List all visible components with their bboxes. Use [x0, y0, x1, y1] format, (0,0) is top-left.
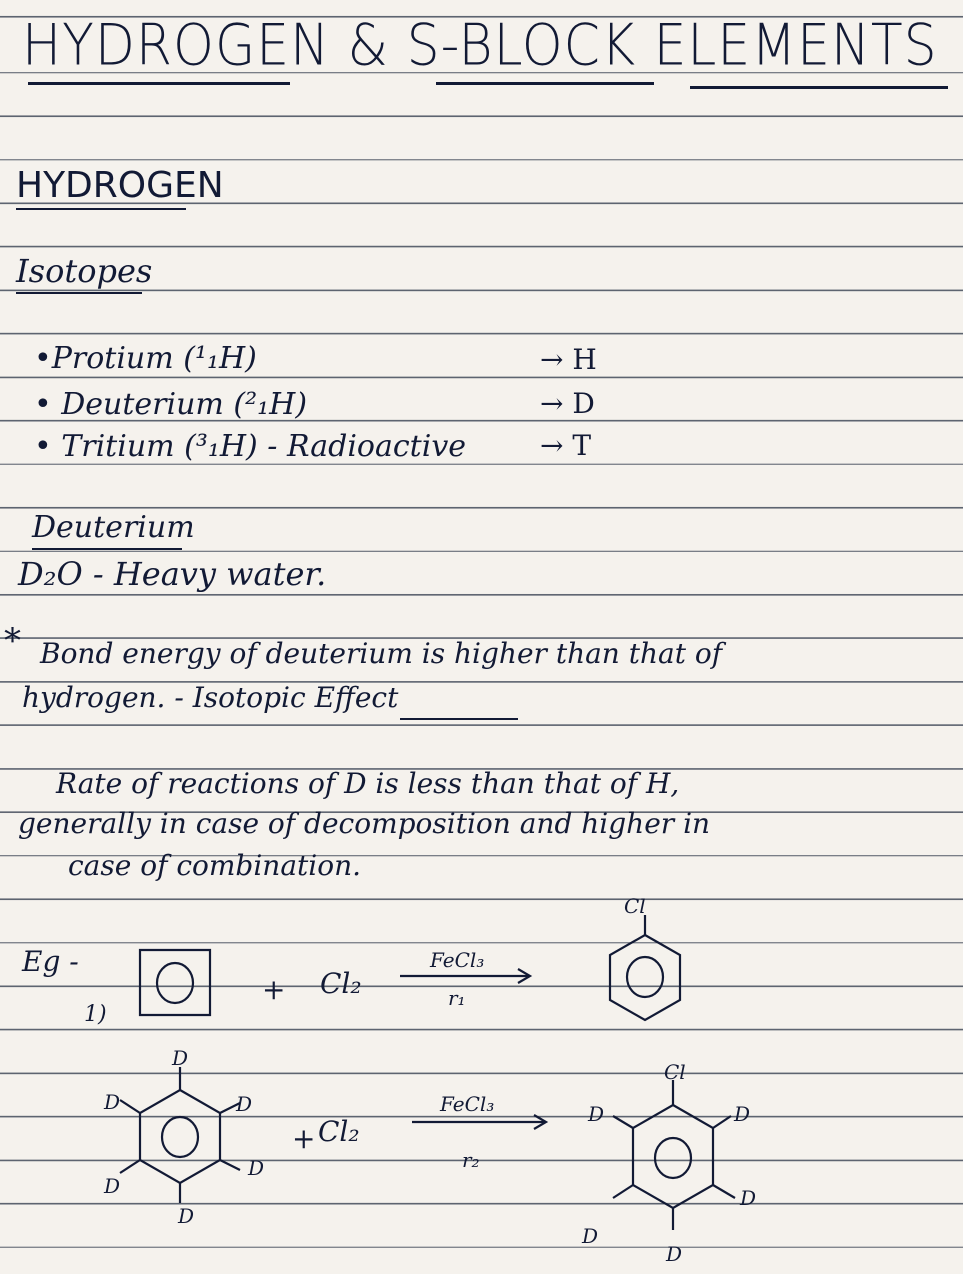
chloro-label: Cl	[624, 894, 646, 918]
rate-label: r₂	[462, 1148, 480, 1172]
deuterium-label: D	[236, 1092, 253, 1116]
chlorine-reagent: Cl₂	[320, 967, 362, 1000]
title-underline	[436, 82, 654, 85]
rate-label: r₁	[448, 986, 466, 1010]
example-label: Eg -	[22, 945, 79, 978]
example-number: 1)	[84, 1002, 107, 1027]
deuterium-label: D	[172, 1046, 189, 1070]
star-icon: *	[4, 621, 21, 661]
deuterium-label: D	[104, 1090, 121, 1114]
deuterium-label: D	[582, 1224, 599, 1248]
isotope-item: • Tritium (³₁H) - Radioactive	[34, 429, 467, 464]
isotope-item: •Protium (¹₁H)	[34, 341, 257, 376]
isotope-symbol: → H	[540, 343, 597, 376]
subsection-heading: Isotopes	[16, 252, 153, 290]
section-underline	[16, 208, 186, 210]
deuterium-label: D	[740, 1186, 757, 1210]
title-underline	[28, 82, 290, 85]
isotope-symbol: → T	[540, 429, 592, 462]
deuterium-label: D	[734, 1102, 751, 1126]
chlorine-reagent: Cl₂	[318, 1115, 360, 1148]
deuterium-label: D	[666, 1242, 683, 1266]
deuterobenzene-structure	[95, 1045, 275, 1228]
isotope-symbol: → D	[540, 387, 595, 420]
title-underline	[690, 86, 948, 89]
chlorobenzene-structure	[600, 915, 690, 1025]
reaction-arrow-icon	[400, 966, 540, 986]
reaction-arrow-icon	[412, 1112, 557, 1132]
deuterium-heading: Deuterium	[32, 510, 195, 545]
note-line: Bond energy of deuterium is higher than that of	[40, 637, 723, 670]
deuterium-label: D	[248, 1156, 265, 1180]
effect-underline	[400, 718, 518, 720]
catalyst-label: FeCl₃	[430, 948, 485, 972]
subsection-underline	[16, 292, 142, 294]
deuterium-label: D	[178, 1204, 195, 1228]
heavy-water-line: D₂O - Heavy water.	[18, 555, 327, 593]
rate-line: case of combination.	[68, 849, 362, 882]
note-line: hydrogen. - Isotopic Effect	[22, 681, 399, 714]
plus-sign: +	[262, 973, 286, 1006]
deuterochlorobenzene-structure	[595, 1070, 765, 1250]
plus-sign: +	[292, 1122, 316, 1155]
deuterium-label: D	[104, 1174, 121, 1198]
benzene-structure	[130, 945, 220, 1025]
rate-line: Rate of reactions of D is less than that of H,	[56, 767, 680, 800]
deuterium-underline	[32, 548, 182, 550]
page-title: HYDROGEN & S-BLOCK ELEMENTS	[22, 13, 938, 79]
deuterium-label: D	[588, 1102, 605, 1126]
section-heading: HYDROGEN	[16, 165, 224, 206]
chloro-label: Cl	[664, 1060, 686, 1084]
rate-line: generally in case of decomposition and higher in	[18, 807, 711, 840]
catalyst-label: FeCl₃	[440, 1092, 495, 1116]
isotope-item: • Deuterium (²₁H)	[34, 387, 308, 422]
